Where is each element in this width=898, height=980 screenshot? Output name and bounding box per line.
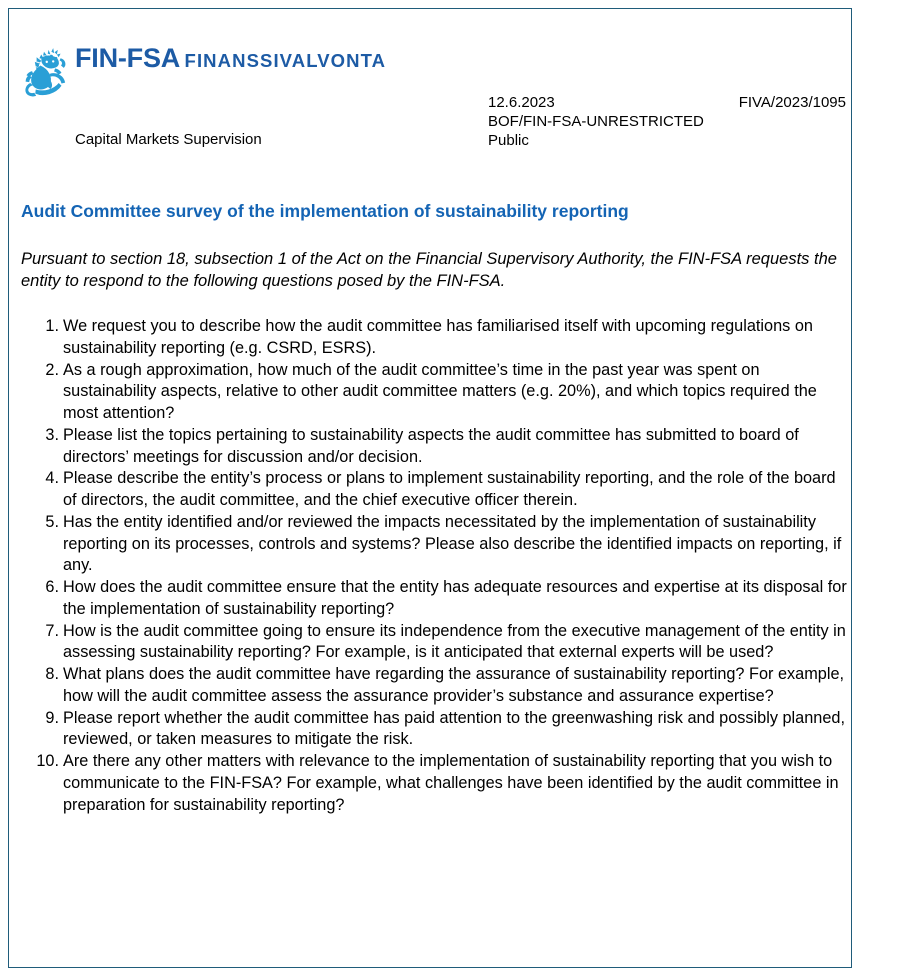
question-number: 8. [45,665,59,683]
document-reference: FIVA/2023/1095 [738,94,846,111]
question-text: Please list the topics pertaining to sustainability aspects the audit committee has submitted to board of directors’ meetings for discussion and/or decision. [63,425,799,466]
question-item [21,577,851,621]
question-number: 7. [45,621,59,640]
question-number: 2. [45,360,59,379]
question-number: 1. [45,317,59,335]
question-text: We request you to describe how the audit committee has familiarised itself with upcoming regulations on sustainability reporting (e.g. CSRD, ESRS). [63,317,813,357]
document-publicity: Public [488,132,529,150]
metadata-first-row [488,93,846,112]
questions-list [21,316,851,816]
question-text: What plans does the audit committee have regarding the assurance of sustainability reporting? For example, how will the audit committee assess the assurance provider’s substance and assurance expertise? [63,665,845,705]
finnish-lion-coat-of-arms-icon [21,47,67,97]
question-text: Are there any other matters with relevance to the implementation of sustainability reporting that you wish to communicate to the FIN-FSA? For example, what challenges have been identified by the audit committee in preparation for sustainability reporting? [63,752,839,814]
question-text: Please report whether the audit committee has paid attention to the greenwashing risk and possibly planned, reviewed, or taken measures to mitigate the risk. [63,708,845,749]
fin-fsa-logo [21,45,386,97]
question-number: 4. [45,469,59,488]
department-name: Capital Markets Supervision [75,131,262,148]
question-text: Please describe the entity’s process or plans to implement sustainability reporting, and the role of the board of directors, the audit committee, and the chief executive officer therein. [63,469,836,509]
wordmark-sub: FINANSSIVALVONTA [184,50,387,71]
question-item [21,621,851,665]
question-item [21,751,851,816]
intro-paragraph: Pursuant to section 18, subsection 1 of the Act on the Financial Supervisory Authority, the FIN-FSA requests the entity to respond to the following questions posed by the FIN-FSA. [21,250,837,290]
question-item [21,316,851,360]
question-number: 10. [36,752,59,770]
question-number: 9. [45,708,59,727]
document-page [8,8,852,968]
question-number: 3. [45,425,59,444]
page-title: Audit Committee survey of the implementation of sustainability reporting [21,201,629,221]
document-date: 12.6.2023 [488,94,555,111]
question-item [21,360,851,425]
question-item [21,708,851,752]
question-number: 6. [45,578,59,596]
fin-fsa-wordmark [75,45,386,73]
question-number: 5. [45,512,59,531]
question-item [21,664,851,708]
question-text: Has the entity identified and/or reviewed the impacts necessitated by the implementation of sustainability reporting on its processes, controls and systems? Please also describe the identified impacts on reporting, if any. [63,512,842,575]
question-item [21,425,851,469]
document-classification: BOF/FIN-FSA-UNRESTRICTED [488,113,704,131]
question-text: How is the audit committee going to ensure its independence from the executive management of the entity in assessing sustainability reporting? For example, is it anticipated that external experts will be used? [63,621,846,662]
question-text: How does the audit committee ensure that the entity has adequate resources and expertise at its disposal for the implementation of sustainability reporting? [63,578,847,618]
question-text: As a rough approximation, how much of the audit committee’s time in the past year was spent on sustainability aspects, relative to other audit committee matters (e.g. 20%), and which topics required the most attention? [63,360,817,422]
document-metadata [488,93,846,151]
wordmark-main: FIN-FSA [75,43,181,73]
question-item [21,468,851,512]
question-item [21,512,851,577]
document-header [9,9,851,149]
